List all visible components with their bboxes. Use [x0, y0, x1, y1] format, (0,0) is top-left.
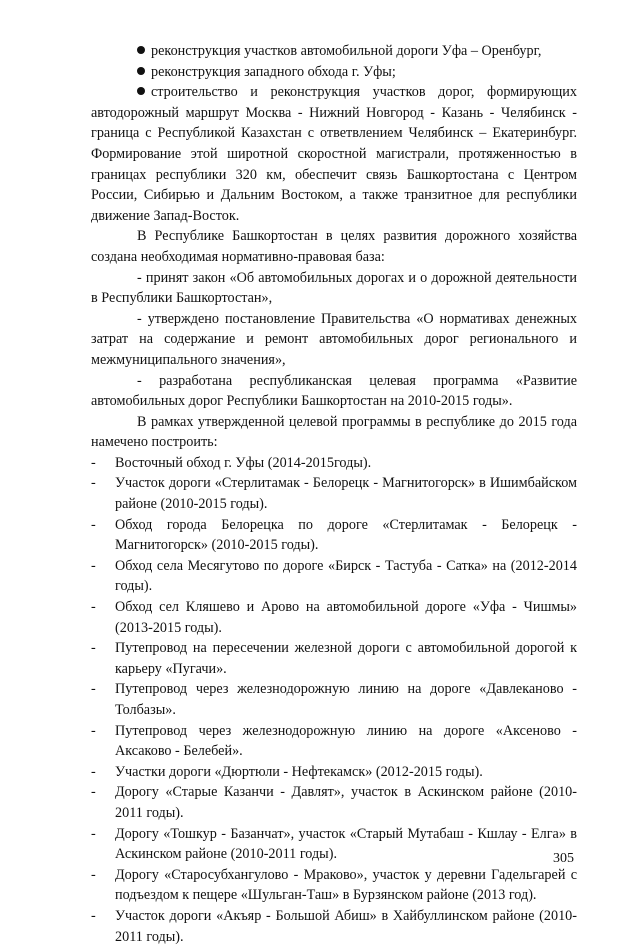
list-item — [91, 597, 577, 638]
list-item-text: Обход сел Кляшево и Арово на автомобильной дороге «Уфа - Чишмы» (2013-2015 годы). — [115, 599, 577, 636]
list-item — [91, 865, 577, 906]
list-item-text: Обход села Месягутово по дороге «Бирск - Тастуба - Сатка» на (2012-2014 годы). — [115, 557, 577, 595]
legal-base-item: - утверждено постановление Правительства «О нормативах денежных затрат на содержание и ремонт автомобильных дорог регионального и межмуниципального значения», — [91, 310, 577, 368]
dash-marker: - — [91, 722, 96, 739]
paragraph-legal-base: В Республике Башкортостан в целях развития дорожного хозяйства создана необходимая нормативно-правовая база: — [91, 228, 577, 265]
bullet-dot-icon — [137, 46, 145, 54]
bullet-text: реконструкция участков автомобильной дороги Уфа – Оренбург, — [151, 43, 542, 59]
dash-marker: - — [91, 825, 96, 842]
list-item-text: Дорогу «Тошкур - Базанчат», участок «Старый Мутабаш - Кшлау - Елга» в Аскинском районе (2010-2011 годы). — [115, 825, 577, 863]
list-item — [91, 762, 577, 783]
dash-marker: - — [91, 640, 96, 657]
dash-marker: - — [91, 454, 96, 471]
list-item — [91, 824, 577, 865]
dash-marker: - — [91, 866, 96, 883]
dash-marker: - — [91, 784, 96, 801]
bullet-item — [91, 62, 577, 83]
bullet-item — [91, 82, 577, 226]
bullet-dot-icon — [137, 87, 145, 95]
document-page — [91, 41, 577, 947]
list-item — [91, 556, 577, 597]
list-item — [91, 515, 577, 556]
list-item — [91, 473, 577, 514]
bullet-text: строительство и реконструкция участков дорог, формирующих автодорожный маршрут Москва - Нижний Новгород - Казань - Челябинск - граница с Республикой Казахстан с ответвлением Челябинск – Екатеринбург. Формирование этой широтной скоростной магистрали, протяженностью в границах республики 320 км, обеспечит связь Башкортостана с Центром России, Сибирью и Дальним Востоком, а также транзитное для республики движение Запад-Восток. — [91, 84, 577, 224]
list-item — [91, 638, 577, 679]
plan-list — [91, 453, 577, 947]
dash-marker: - — [91, 475, 96, 492]
list-item-text: Восточный обход г. Уфы (2014-2015годы). — [115, 454, 372, 471]
list-item — [91, 782, 577, 823]
list-item-text: Дорогу «Старосубхангулово - Мраково», участок у деревни Гадельгарей с подъездом к пещере «Шульган-Таш» в Бурзянском районе (2013 год). — [115, 866, 577, 904]
dash-marker: - — [91, 681, 96, 698]
dash-marker: - — [91, 907, 96, 924]
legal-base-item: - разработана республиканская целевая программа «Развитие автомобильных дорог Республики Башкортостан на 2010-2015 годы». — [91, 372, 577, 410]
page-number: 305 — [553, 851, 574, 866]
bullet-text: реконструкция западного обхода г. Уфы; — [151, 63, 396, 80]
dash-marker: - — [91, 557, 96, 574]
list-item-text: Путепровод через железнодорожную линию на дороге «Давлеканово - Толбазы». — [115, 681, 577, 718]
list-item-text: Обход города Белорецка по дороге «Стерлитамак - Белорецк - Магнитогорск» (2010-2015 годы). — [115, 516, 577, 554]
list-item-text: Участок дороги «Акъяр - Большой Абиш» в Хайбуллинском районе (2010-2011 годы). — [115, 907, 577, 945]
list-item — [91, 453, 577, 474]
list-item — [91, 721, 577, 762]
paragraph-plan: В рамках утвержденной целевой программы в республике до 2015 года намечено построить: — [91, 413, 577, 451]
list-item — [91, 906, 577, 947]
list-item-text: Путепровод на пересечении железной дороги с автомобильной дорогой к карьеру «Пугачи». — [115, 640, 577, 677]
dash-marker: - — [91, 763, 96, 780]
legal-base-item: - принят закон «Об автомобильных дорогах и о дорожной деятельности в Республики Башкортостан», — [91, 269, 577, 307]
dash-marker: - — [91, 599, 96, 616]
bullet-item — [91, 41, 577, 62]
list-item-text: Путепровод через железнодорожную линию на дороге «Аксеново - Аксаково - Белебей». — [115, 722, 577, 760]
list-item-text: Участок дороги «Стерлитамак - Белорецк - Магнитогорск» в Ишимбайском районе (2010-2015 годы). — [115, 475, 577, 513]
list-item — [91, 679, 577, 720]
dash-marker: - — [91, 516, 96, 533]
list-item-text: Дорогу «Старые Казанчи - Давлят», участок в Аскинском районе (2010-2011 годы). — [115, 784, 577, 821]
list-item-text: Участки дороги «Дюртюли - Нефтекамск» (2012-2015 годы). — [115, 763, 483, 780]
bullet-dot-icon — [137, 67, 145, 75]
